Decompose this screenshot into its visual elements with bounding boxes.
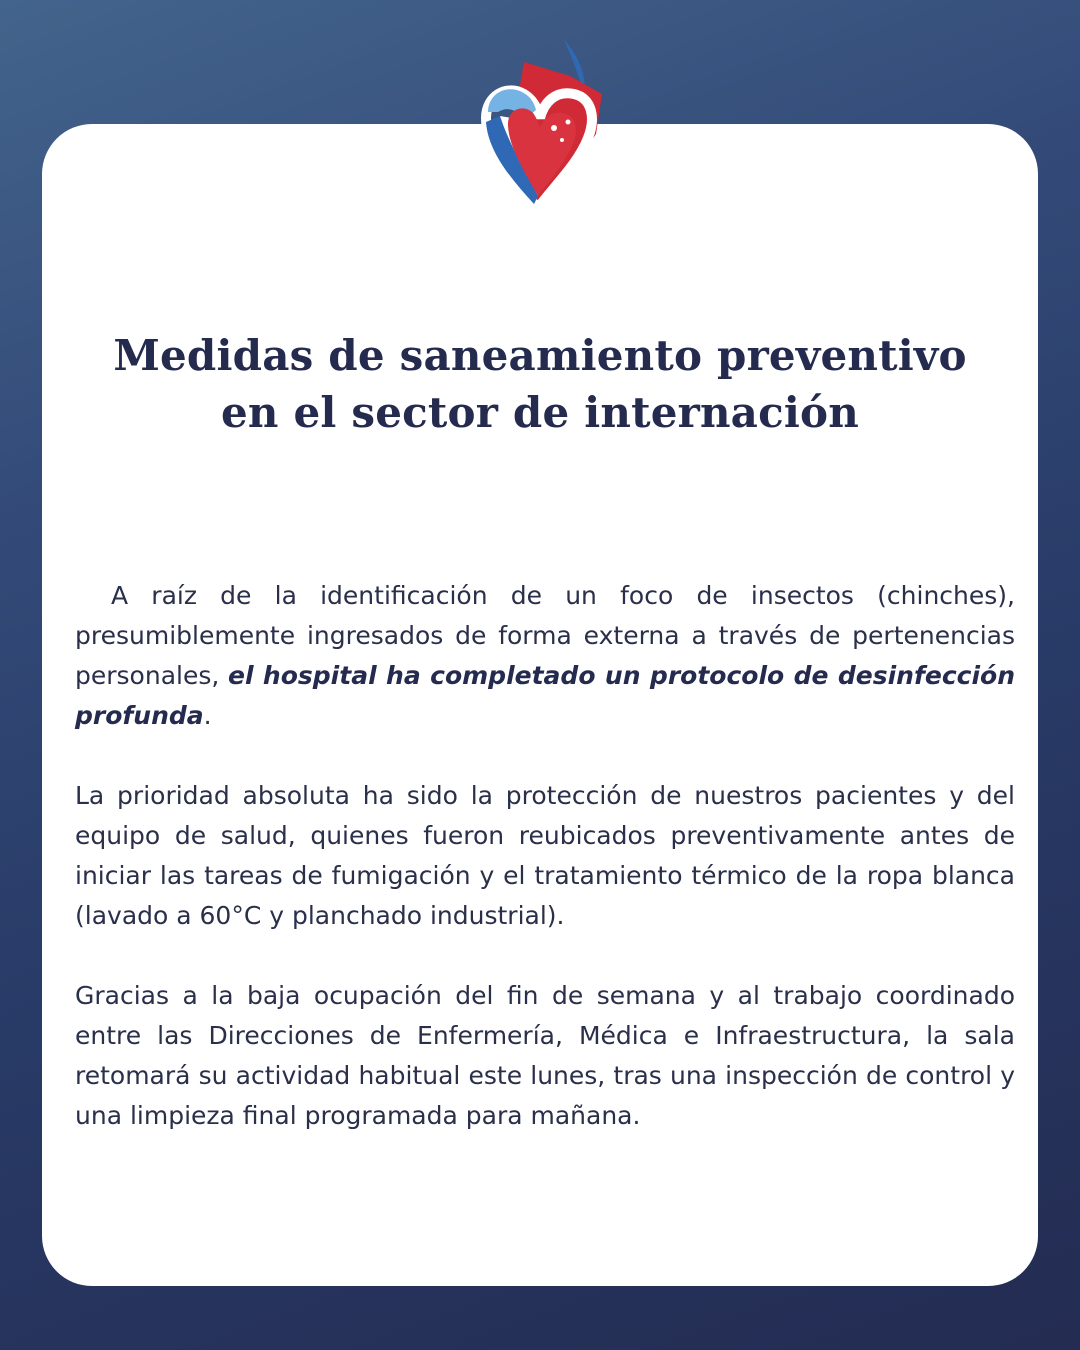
title-line-2: en el sector de internación (221, 388, 859, 437)
paragraph-1-intro: A raíz de la identificación de un foco de insectos (chinches), presumiblemente ingresados de forma externa a través de pertenencias personales, (75, 581, 1015, 690)
heart-flag-logo-icon (478, 36, 606, 214)
announcement-body (75, 576, 1015, 1176)
paragraph-1 (75, 576, 1015, 736)
paragraph-3: Gracias a la baja ocupación del fin de semana y al trabajo coordinado entre las Direcciones de Enfermería, Médica e Infraestructura, la sala retomará su actividad habitual este lunes, tras una inspección de control y una limpieza final programada para mañana. (75, 981, 1015, 1130)
page-title (42, 327, 1038, 441)
title-line-1: Medidas de saneamiento preventivo (113, 331, 967, 380)
paragraph-2: La prioridad absoluta ha sido la protección de nuestros pacientes y del equipo de salud, quienes fueron reubicados preventivamente antes de iniciar las tareas de fumigación y el tratamiento térmico de la ropa blanca (lavado a 60°C y planchado industrial). (75, 781, 1015, 930)
paragraph-1-emphasis: el hospital ha completado un protocolo de desinfección profunda (75, 661, 1015, 730)
paragraph-1-end: . (203, 701, 212, 730)
